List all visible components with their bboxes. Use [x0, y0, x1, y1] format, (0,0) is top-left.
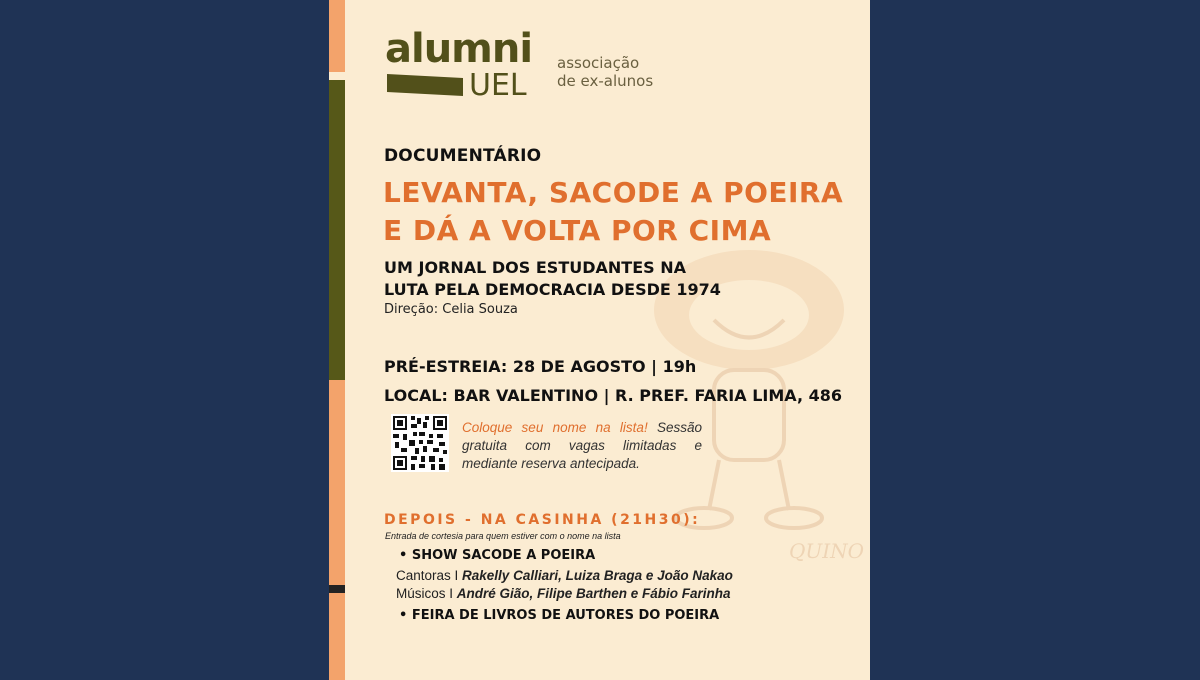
documentary-label: DOCUMENTÁRIO [384, 146, 542, 166]
event-poster [329, 0, 870, 680]
logo-subtitle-line2: de ex-alunos [557, 72, 654, 90]
credit-musicians-names: André Gião, Filipe Barthen e Fábio Farinha [456, 586, 731, 601]
credit-musicians-role: Músicos I [396, 586, 457, 601]
logo-alumni: alumni [385, 26, 533, 72]
list-item-show: • SHOW SACODE A POEIRA [399, 548, 596, 563]
list-item-book-fair-text: FEIRA DE LIVROS DE AUTORES DO POEIRA [411, 608, 720, 623]
side-stripe-orange-lower [329, 380, 345, 585]
side-stripe-olive [329, 80, 345, 380]
premiere-date: PRÉ-ESTREIA: 28 DE AGOSTO | 19h [384, 357, 697, 376]
title-line2: E DÁ A VOLTA POR CIMA [383, 214, 772, 247]
side-stripe-gap [329, 72, 345, 80]
subtitle-line1: UM JORNAL DOS ESTUDANTES NA [384, 258, 686, 277]
logo-uel: UEL [469, 68, 527, 103]
credit-singers-role: Cantoras I [396, 568, 463, 583]
director-credit: Direção: Celia Souza [384, 302, 518, 317]
signature-text: QUINO [789, 539, 865, 563]
event-location: LOCAL: BAR VALENTINO | R. PREF. FARIA LIMA, 486 [384, 386, 842, 405]
credit-musicians [396, 586, 731, 601]
side-stripe-orange-bottom [329, 593, 345, 680]
list-item-show-text: SHOW SACODE A POEIRA [411, 548, 596, 563]
reservation-body: Sessão gratuita com vagas limitadas e mediante reserva antecipada. [462, 420, 703, 471]
documentary-subtitle [384, 257, 721, 301]
title-line1: LEVANTA, SACODE A POEIRA [383, 176, 844, 209]
logo-bar-shape [387, 74, 463, 96]
qr-code-icon[interactable] [391, 414, 449, 472]
logo-subtitle-line1: associação [557, 54, 640, 72]
list-item-book-fair: • FEIRA DE LIVROS DE AUTORES DO POEIRA [399, 608, 720, 623]
reservation-text [462, 419, 702, 473]
logo-subtitle [557, 54, 653, 90]
credit-singers-names: Rakelly Calliari, Luiza Braga e João Nakao [462, 568, 733, 583]
after-note: Entrada de cortesia para quem estiver com o nome na lista [385, 531, 621, 541]
side-stripe-dark [329, 585, 345, 593]
reservation-highlight: Coloque seu nome na lista! [462, 420, 648, 435]
credit-singers [396, 568, 733, 583]
side-stripe-orange [329, 0, 345, 72]
after-heading: DEPOIS - NA CASINHA (21H30): [384, 512, 701, 528]
documentary-title [383, 174, 843, 250]
subtitle-line2: LUTA PELA DEMOCRACIA DESDE 1974 [384, 280, 721, 299]
